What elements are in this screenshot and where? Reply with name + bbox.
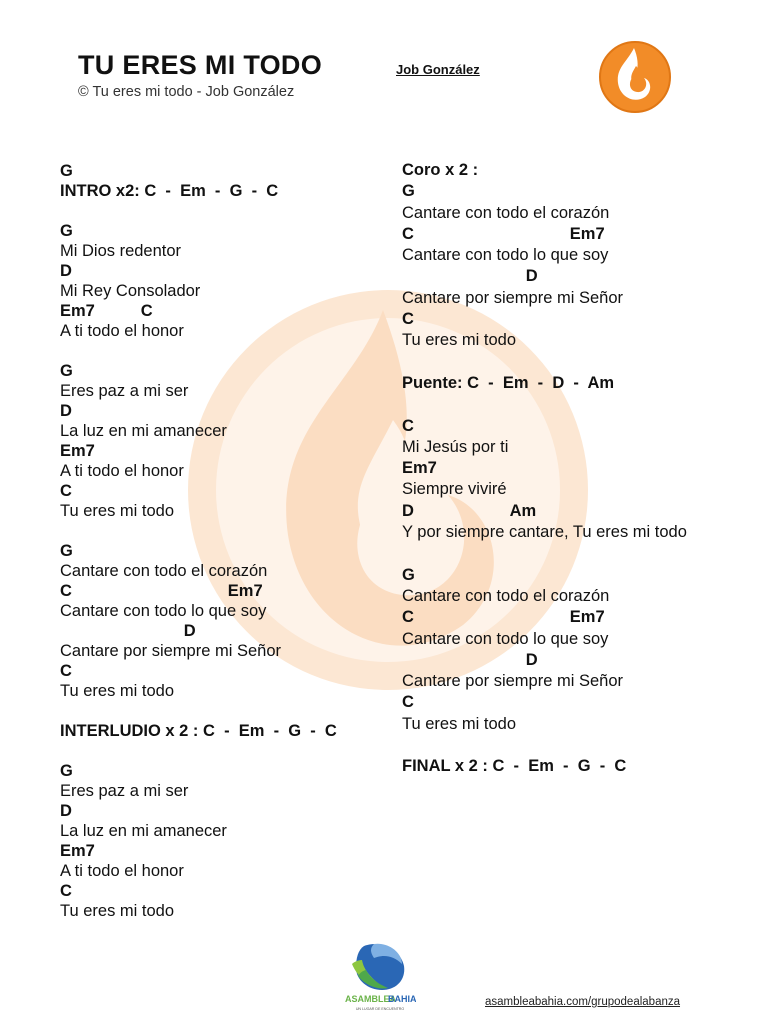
chord-line: C (402, 693, 414, 712)
chord-line: C Em7 (402, 608, 605, 627)
chord-line: D (60, 802, 72, 820)
chord-line: Coro x 2 : (402, 161, 479, 179)
chord-line: G (402, 565, 415, 584)
blank-line (60, 701, 380, 721)
chord-line: Puente: C - Em - D - Am (402, 373, 615, 392)
lyric-line: A ti todo el honor (60, 862, 184, 880)
lyric-line: Siempre viviré (402, 480, 507, 499)
lyric-line: Tu eres mi todo (402, 714, 517, 733)
blank-line (402, 352, 758, 373)
song-title: TU ERES MI TODO (78, 50, 323, 80)
chord-line: C (60, 882, 72, 900)
lyric-line: Mi Rey Consolador (60, 282, 201, 300)
chord-line: C (60, 662, 72, 680)
chord-line: C Em7 (60, 582, 263, 600)
chord-line: G (60, 542, 73, 560)
lyric-line: Cantare con todo lo que soy (402, 629, 609, 648)
copyright-line: © Tu eres mi todo - Job González (78, 84, 295, 100)
chord-line: C Em7 (402, 224, 605, 243)
lyric-line: Mi Jesús por ti (402, 437, 509, 456)
lyric-line: Cantare por siempre mi Señor (402, 288, 624, 307)
right-column (402, 160, 758, 778)
chord-line: G (60, 162, 73, 180)
chord-line: G (402, 182, 415, 201)
lyric-line: La luz en mi amanecer (60, 822, 227, 840)
chord-line: G (60, 222, 73, 240)
blank-line (60, 201, 380, 221)
lyric-line: Tu eres mi todo (60, 682, 175, 700)
lyric-line: Cantare por siempre mi Señor (60, 642, 282, 660)
blank-line (402, 394, 758, 415)
chord-line: FINAL x 2 : C - Em - G - C (402, 757, 627, 776)
lyric-line: La luz en mi amanecer (60, 422, 227, 440)
brand-tagline: UN LUGAR DE ENCUENTRO (355, 1007, 405, 1011)
asamblea-bahia-logo (344, 938, 416, 1016)
chord-line: INTERLUDIO x 2 : C - Em - G - C (60, 722, 337, 740)
blank-line (402, 735, 758, 756)
blank-line (60, 741, 380, 761)
chord-line: INTRO x2: C - Em - G - C (60, 182, 279, 200)
lyric-line: Cantare con todo el corazón (60, 562, 268, 580)
chord-line: Em7 C (60, 302, 153, 320)
blank-line (60, 521, 380, 541)
flame-logo-icon (598, 40, 672, 114)
chord-line: D Am (402, 501, 537, 520)
lyric-line: Eres paz a mi ser (60, 382, 189, 400)
website-link[interactable]: asambleabahia.com/grupodealabanza (485, 996, 681, 1008)
brand-bahia: BAHIA (388, 994, 416, 1004)
lyric-line: Cantare por siempre mi Señor (402, 672, 624, 691)
lyric-line: Eres paz a mi ser (60, 782, 189, 800)
chord-line: G (60, 762, 73, 780)
lyric-line: Y por siempre cantare, Tu eres mi todo (402, 523, 687, 542)
chord-line: D (60, 402, 72, 420)
chord-line: Em7 (60, 842, 95, 860)
lyric-line: Cantare con todo el corazón (402, 586, 610, 605)
left-column (60, 161, 380, 921)
lyric-line: Tu eres mi todo (60, 502, 175, 520)
lyric-line: Cantare con todo lo que soy (402, 246, 609, 265)
chord-line: C (402, 310, 414, 329)
lyric-line: Tu eres mi todo (60, 902, 175, 920)
chord-line: Em7 (60, 442, 95, 460)
chord-line: D (402, 650, 538, 669)
blank-line (60, 341, 380, 361)
chord-line: Em7 (402, 459, 437, 478)
lyric-line: Cantare con todo lo que soy (60, 602, 267, 620)
chord-line: C (60, 482, 72, 500)
lyric-line: A ti todo el honor (60, 322, 184, 340)
author-name: Job González (396, 62, 480, 77)
chord-line: D (60, 622, 196, 640)
chord-line: C (402, 416, 414, 435)
chord-line: D (60, 262, 72, 280)
chord-line: D (402, 267, 538, 286)
blank-line (402, 543, 758, 564)
chord-line: G (60, 362, 73, 380)
lyric-line: A ti todo el honor (60, 462, 184, 480)
lyric-line: Tu eres mi todo (402, 331, 517, 350)
brand-asamblea: ASAMBLEA (345, 994, 396, 1004)
lyric-line: Cantare con todo el corazón (402, 203, 610, 222)
lyric-line: Mi Dios redentor (60, 242, 182, 260)
